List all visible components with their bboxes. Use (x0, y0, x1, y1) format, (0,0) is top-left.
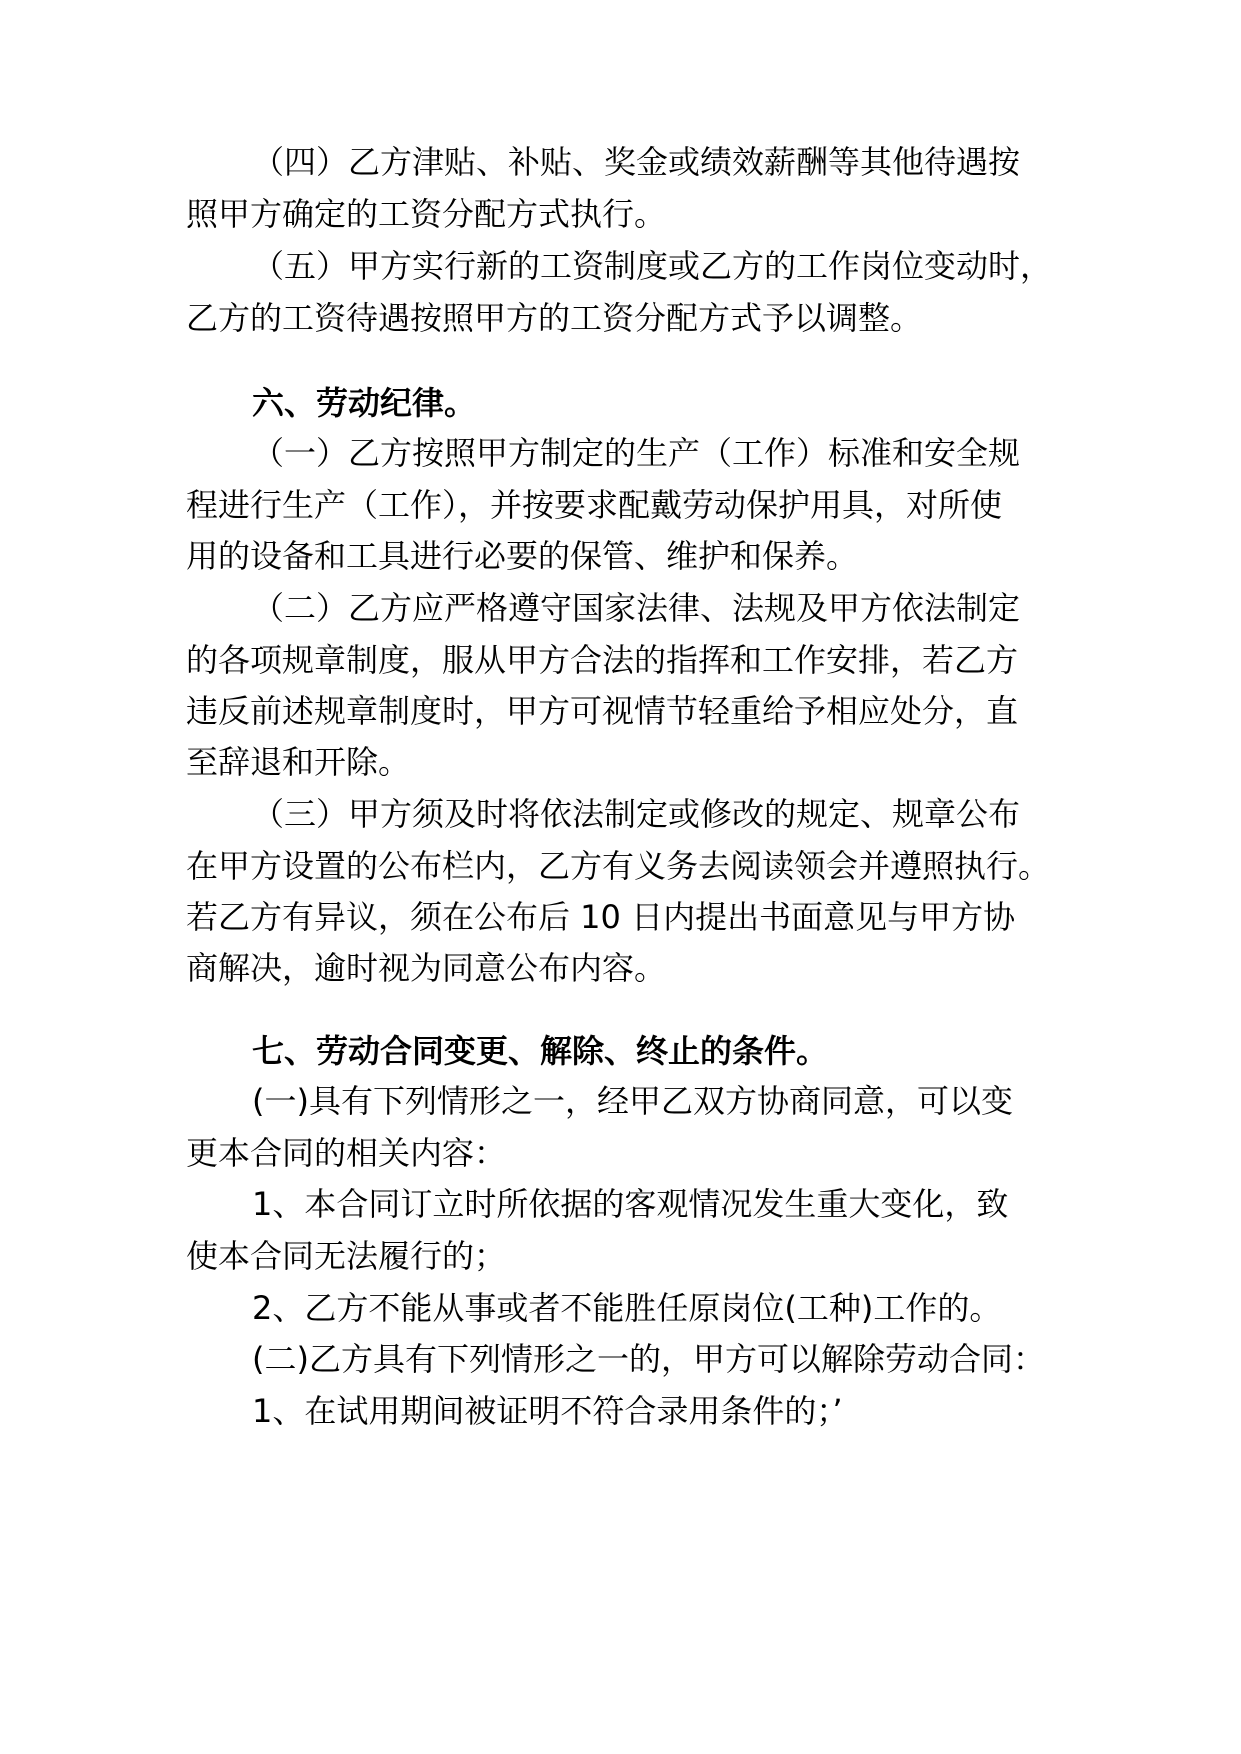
section-6-item-2-line-1: （二）乙方应严格遵守国家法律、法规及甲方依法制定 (252, 589, 1021, 627)
section-6-item-2-line-3: 违反前述规章制度时，甲方可视情节轻重给予相应处分，直 (186, 692, 1019, 730)
section-7-item-1-sub-1-line-2: 使本合同无法履行的； (186, 1237, 507, 1275)
paragraph-5-line-2: 乙方的工资待遇按照甲方的工资分配方式予以调整。 (186, 299, 923, 337)
section-7-item-1-sub-2: 2、乙方不能从事或者不能胜任原岗位(工种)工作的。 (252, 1289, 1002, 1327)
section-6-item-2-line-2: 的各项规章制度，服从甲方合法的指挥和工作安排，若乙方 (186, 641, 1019, 679)
section-7-item-1-sub-1-line-1: 1、本合同订立时所依据的客观情况发生重大变化，致 (252, 1185, 1009, 1223)
section-6-item-3-line-3: 若乙方有异议，须在公布后 10 日内提出书面意见与甲方协 (186, 898, 1016, 936)
section-6-item-1-line-2: 程进行生产（工作），并按要求配戴劳动保护用具，对所使 (186, 486, 1003, 524)
section-7-item-1-line-1: (一)具有下列情形之一，经甲乙双方协商同意，可以变 (252, 1082, 1013, 1120)
section-6-item-1-line-3: 用的设备和工具进行必要的保管、维护和保养。 (186, 537, 859, 575)
paragraph-5-line-1: （五）甲方实行新的工资制度或乙方的工作岗位变动时， (252, 247, 1053, 285)
section-6-item-3-line-4: 商解决，逾时视为同意公布内容。 (186, 949, 667, 987)
section-6-item-2-line-4: 至辞退和开除。 (186, 743, 411, 781)
section-6-item-3-line-2: 在甲方设置的公布栏内，乙方有义务去阅读领会并遵照执行。 (186, 847, 1051, 885)
section-7-item-1-line-2: 更本合同的相关内容： (186, 1134, 507, 1172)
paragraph-4-line-1: （四）乙方津贴、补贴、奖金或绩效薪酬等其他待遇按 (252, 143, 1021, 181)
section-6-item-3-line-1: （三）甲方须及时将依法制定或修改的规定、规章公布 (252, 795, 1021, 833)
section-7-heading: 七、劳动合同变更、解除、终止的条件。 (252, 1032, 829, 1070)
paragraph-4-line-2: 照甲方确定的工资分配方式执行。 (186, 195, 667, 233)
section-6-heading: 六、劳动纪律。 (252, 384, 477, 422)
section-7-item-2: (二)乙方具有下列情形之一的，甲方可以解除劳动合同： (252, 1340, 1045, 1378)
section-7-item-2-sub-1: 1、在试用期间被证明不符合录用条件的；’ (252, 1392, 843, 1430)
section-6-item-1-line-1: （一）乙方按照甲方制定的生产（工作）标准和安全规 (252, 434, 1021, 472)
